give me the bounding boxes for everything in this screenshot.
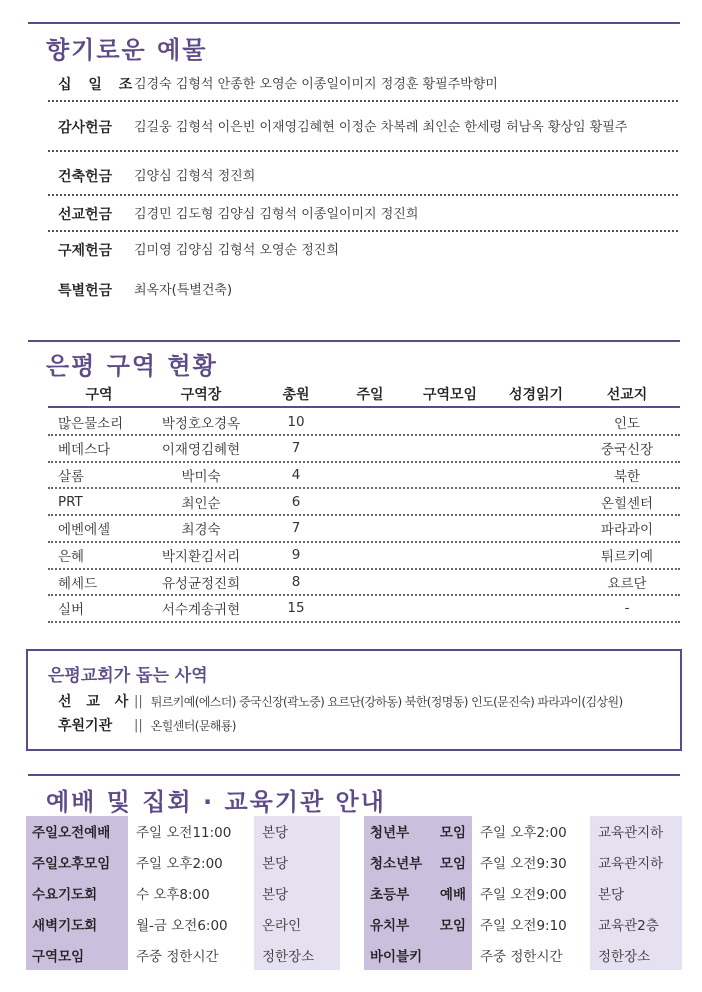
schedule-left-table <box>26 816 340 970</box>
offerings-title: 향기로운 예물 <box>46 36 208 64</box>
district-mission-field: 요르단 <box>607 575 647 592</box>
schedule-row <box>364 908 682 939</box>
schedule-label-cell <box>364 939 472 970</box>
offering-label: 십 일 조 <box>58 77 139 93</box>
schedule-row <box>364 847 682 878</box>
district-row <box>48 543 680 570</box>
offering-names: 김경숙 김형석 안종한 오영순 이종일이미지 정경훈 황필주박향미 <box>134 76 498 92</box>
district-total: 6 <box>291 493 301 510</box>
offering-label: 건축헌금 <box>58 169 113 185</box>
district-mission-field: - <box>624 600 630 617</box>
schedule-label-cell <box>26 939 128 970</box>
district-row <box>48 436 680 463</box>
header-bible: 성경읽기 <box>508 387 564 403</box>
district-row <box>48 462 680 489</box>
district-mission-field: 북한 <box>613 468 641 485</box>
district-row <box>48 569 680 596</box>
district-name: 베데스다 <box>58 442 111 459</box>
districts-title: 은평 구역 현황 <box>46 352 218 380</box>
district-name: 실버 <box>58 602 85 619</box>
missions-separator: || <box>134 717 143 733</box>
offering-label: 구제헌금 <box>58 243 113 259</box>
district-name: PRT <box>58 493 83 510</box>
schedule-row <box>26 816 340 847</box>
schedule-place: 본당 <box>254 847 340 878</box>
schedule-label-cell <box>26 908 128 939</box>
schedule-place: 정한장소 <box>254 939 340 970</box>
district-name: 에벤에셀 <box>58 522 111 539</box>
schedule-label: 청년부 모임 <box>370 825 466 842</box>
schedule-place: 본당 <box>254 878 340 909</box>
offering-row-tithe <box>48 68 678 102</box>
schedule-title: 예배 및 집회 · 교육기관 안내 <box>46 788 386 816</box>
schedule-label-cell <box>364 908 472 939</box>
schedule-label-cell <box>364 878 472 909</box>
district-total: 15 <box>287 600 305 617</box>
schedule-right-table <box>364 816 682 970</box>
district-name: 많은물소리 <box>58 415 124 432</box>
district-leader: 최경숙 <box>181 522 221 539</box>
offering-row-building <box>48 158 678 196</box>
schedule-time: 주중 정한시간 <box>128 939 254 970</box>
schedule-row <box>26 878 340 909</box>
schedule-row <box>26 908 340 939</box>
district-mission-field: 인도 <box>613 415 641 432</box>
schedule-label: 청소년부 모임 <box>370 856 466 873</box>
offering-label: 선교헌금 <box>58 207 113 223</box>
schedule-time: 주일 오전9:00 <box>472 878 590 909</box>
district-leader: 박정호오경옥 <box>161 415 241 432</box>
missions-label: 선 교 사 <box>58 694 134 710</box>
schedule-label: 초등부 예배 <box>370 886 466 903</box>
schedule-row <box>364 878 682 909</box>
district-total: 7 <box>291 440 301 457</box>
schedule-label-cell <box>364 847 472 878</box>
header-sunday: 주일 <box>356 387 384 403</box>
district-leader: 이재영김혜현 <box>161 442 241 459</box>
district-total: 10 <box>287 413 305 430</box>
schedule-place: 본당 <box>590 878 682 909</box>
district-leader: 최인순 <box>181 495 221 512</box>
district-leader: 박미숙 <box>181 468 221 485</box>
offering-names: 김길웅 김형석 이은빈 이재영김혜현 이정순 차복례 최인순 한세령 허남옥 황상임 황필주 <box>134 119 628 135</box>
missions-label: 후원기관 <box>58 718 113 734</box>
district-name: 은혜 <box>58 549 85 565</box>
offering-row-thanks <box>48 104 678 152</box>
offering-row-special <box>48 274 678 306</box>
district-row <box>48 516 680 543</box>
district-table-header <box>48 384 680 408</box>
schedule-label: 유치부 모임 <box>370 917 466 934</box>
offering-row-relief <box>48 234 678 266</box>
missions-row-missionaries <box>58 691 623 711</box>
district-total: 7 <box>291 520 301 537</box>
schedule-time: 주일 오후2:00 <box>128 847 254 878</box>
district-mission-field: 파라과이 <box>600 522 654 539</box>
missions-box <box>26 649 682 751</box>
district-row <box>48 596 680 623</box>
district-mission-field: 튀르키예 <box>600 549 654 565</box>
schedule-row <box>364 939 682 970</box>
missions-title: 은평교회가 돕는 사역 <box>48 666 208 686</box>
missions-text: 온힐센터(문해룡) <box>150 718 236 733</box>
schedule-label-cell <box>26 847 128 878</box>
schedule-label: 새벽기도회 <box>32 917 98 934</box>
district-leader: 박지환김서리 <box>161 549 241 565</box>
header-total: 총원 <box>282 387 310 403</box>
schedule-place: 교육관지하 <box>590 816 682 847</box>
district-name: 살롬 <box>58 468 85 485</box>
offering-names: 김경민 김도형 김양심 김형석 이종일이미지 정진희 <box>134 206 419 222</box>
districts-top-rule <box>28 340 680 342</box>
schedule-row <box>364 816 682 847</box>
schedule-time: 주일 오전9:30 <box>472 847 590 878</box>
schedule-time: 월-금 오전6:00 <box>128 908 254 939</box>
district-row <box>48 489 680 516</box>
offering-names: 김미영 김양심 김형석 오영순 정진희 <box>134 242 339 258</box>
district-leader: 유성균정진희 <box>161 575 241 592</box>
offering-row-mission <box>48 198 678 232</box>
schedule-label-cell <box>26 816 128 847</box>
district-name: 헤세드 <box>58 575 98 592</box>
schedule-place: 본당 <box>254 816 340 847</box>
schedule-top-rule <box>28 774 680 776</box>
schedule-place: 정한장소 <box>590 939 682 970</box>
offering-names: 김양심 김형석 정진희 <box>134 168 256 184</box>
schedule-row <box>26 939 340 970</box>
schedule-time: 주일 오후2:00 <box>472 816 590 847</box>
header-district: 구역 <box>85 387 113 403</box>
schedule-label: 구역모임 <box>32 948 85 965</box>
missions-separator: || <box>134 693 143 709</box>
district-total: 9 <box>291 547 301 563</box>
offerings-top-rule <box>28 22 680 24</box>
schedule-place: 교육관지하 <box>590 847 682 878</box>
district-total: 8 <box>291 573 301 590</box>
schedule-label: 수요기도회 <box>32 886 98 903</box>
district-row <box>48 409 680 436</box>
schedule-time: 주일 오전9:10 <box>472 908 590 939</box>
schedule-label: 주일오전예배 <box>32 825 111 842</box>
offering-names: 최옥자(특별건축) <box>134 282 233 298</box>
header-meeting: 구역모임 <box>422 387 478 403</box>
header-leader: 구역장 <box>180 387 222 403</box>
district-total: 4 <box>291 466 301 483</box>
header-mission-field: 선교지 <box>606 387 648 403</box>
schedule-label: 주일오후모임 <box>32 856 111 873</box>
missions-text: 튀르키예(에스더) 중국신장(곽노중) 요르단(강하동) 북한(정명동) 인도(문진숙) 파라과이(김상원) <box>150 694 623 709</box>
schedule-label-cell <box>364 816 472 847</box>
missions-row-sponsors <box>58 715 236 735</box>
district-mission-field: 중국신장 <box>600 442 654 459</box>
schedule-row <box>26 847 340 878</box>
offering-label: 감사헌금 <box>58 120 113 136</box>
schedule-time: 수 오후8:00 <box>128 878 254 909</box>
schedule-place: 온라인 <box>254 908 340 939</box>
schedule-time: 주일 오전11:00 <box>128 816 254 847</box>
schedule-place: 교육관2층 <box>590 908 682 939</box>
district-leader: 서수계송귀현 <box>161 602 241 619</box>
schedule-time: 주중 정한시간 <box>472 939 590 970</box>
schedule-label: 바이블키 <box>370 948 423 965</box>
offering-label: 특별헌금 <box>58 283 113 299</box>
schedule-label-cell <box>26 878 128 909</box>
district-mission-field: 온힐센터 <box>600 495 654 512</box>
